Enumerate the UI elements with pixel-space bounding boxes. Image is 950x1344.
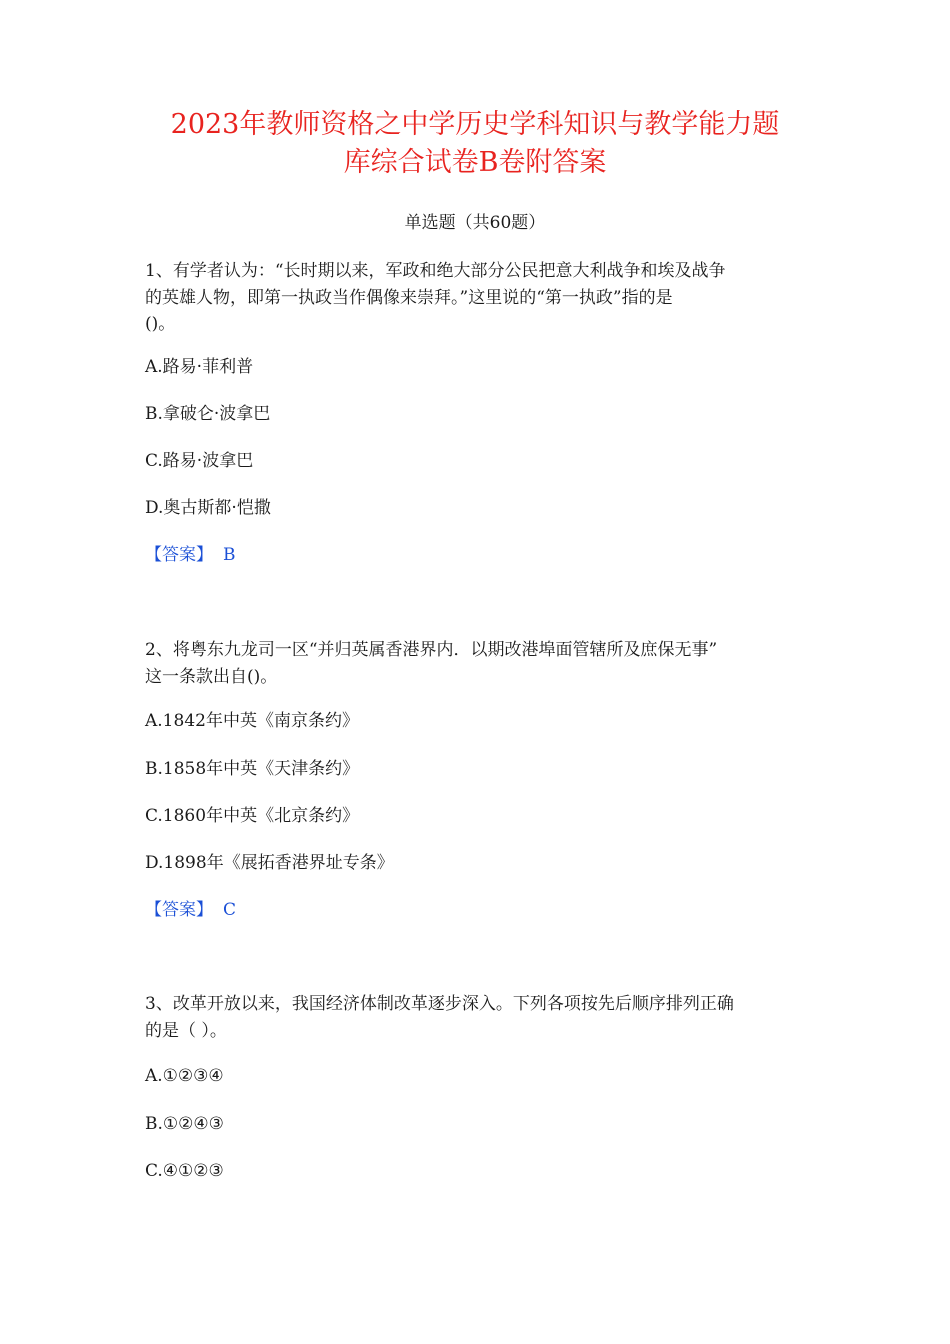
title-line-1: 2023年教师资格之中学历史学科知识与教学能力题 — [170, 109, 780, 140]
stem-line: 2、将粤东九龙司一区“并归英属香港界内．以期改港埠面管辖所及庶保无事” — [145, 640, 718, 660]
question-2-answer — [145, 898, 236, 922]
question-1-option-b: B.拿破仑·波拿巴 — [145, 404, 271, 424]
question-3-stem — [145, 991, 815, 1044]
question-3-option-a: A.①②③④ — [145, 1066, 224, 1086]
question-3-option-b: B.①②④③ — [145, 1114, 224, 1134]
title-line-2: 库综合试卷B卷附答案 — [343, 147, 607, 178]
question-1-option-d: D.奥古斯都·恺撒 — [145, 498, 271, 518]
section-header: 单选题（共60题） — [404, 213, 546, 233]
answer-value: B — [223, 545, 236, 565]
question-2-option-b: B.1858年中英《天津条约》 — [145, 759, 360, 779]
question-2-option-c: C.1860年中英《北京条约》 — [145, 806, 360, 826]
stem-line: ()。 — [145, 314, 176, 334]
question-3-option-c: C.④①②③ — [145, 1161, 224, 1181]
question-2-stem — [145, 637, 815, 690]
stem-line: 1、有学者认为：“长时期以来，军政和绝大部分公民把意大利战争和埃及战争 — [145, 261, 726, 281]
question-2-option-a: A.1842年中英《南京条约》 — [145, 711, 359, 731]
answer-label: 【答案】 — [145, 545, 213, 565]
question-1-option-a: A.路易·菲利普 — [145, 357, 254, 377]
stem-line: 的英雄人物，即第一执政当作偶像来崇拜。”这里说的“第一执政”指的是 — [145, 287, 673, 308]
question-1-option-c: C.路易·波拿巴 — [145, 451, 254, 471]
answer-value: C — [223, 900, 237, 920]
stem-line: 3、改革开放以来，我国经济体制改革逐步深入。下列各项按先后顺序排列正确 — [145, 994, 734, 1014]
stem-line: 这一条款出自()。 — [145, 666, 278, 687]
question-1-stem — [145, 258, 815, 338]
stem-line: 的是（ ）。 — [145, 1020, 227, 1041]
question-2-option-d: D.1898年《展拓香港界址专条》 — [145, 853, 394, 873]
document-title — [100, 106, 850, 182]
answer-label: 【答案】 — [145, 900, 213, 920]
question-1-answer — [145, 543, 236, 567]
